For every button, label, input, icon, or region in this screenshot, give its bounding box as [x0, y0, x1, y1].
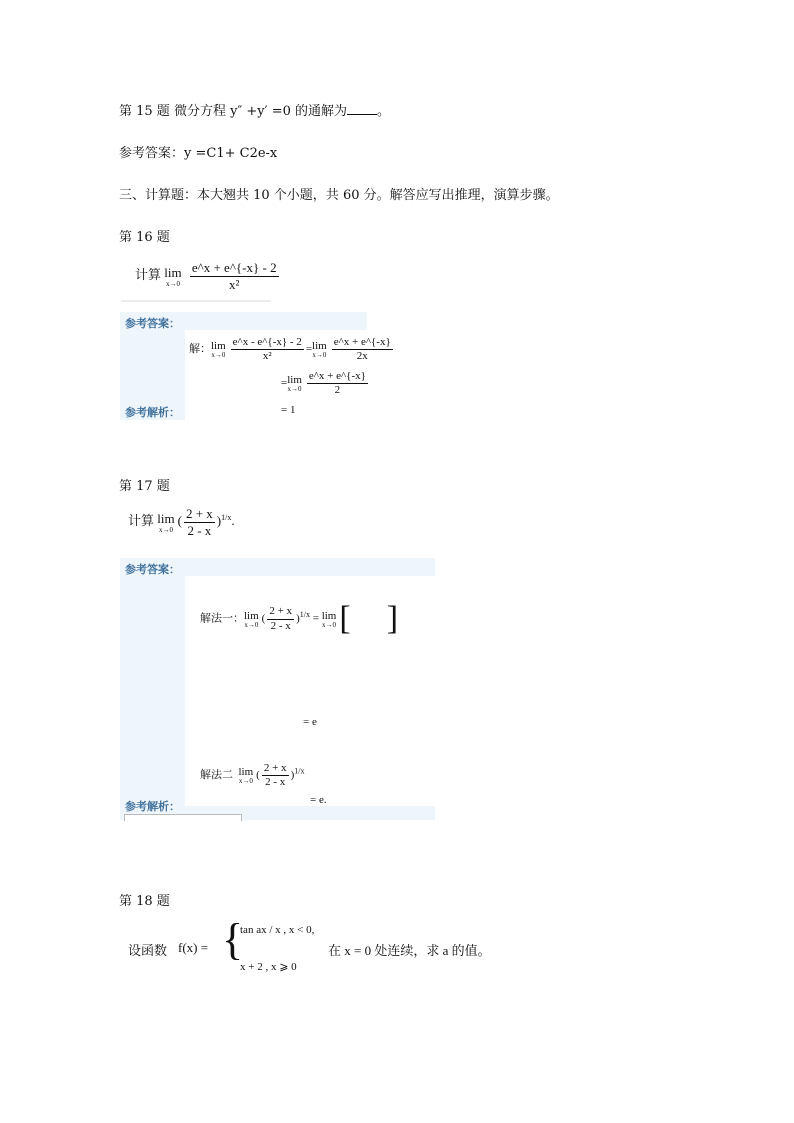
q16-den: x²	[229, 276, 240, 292]
q17-base-den: 2 - x	[187, 522, 212, 538]
q17-left-bracket: [	[339, 600, 351, 637]
q15-answer-label: 参考答案：	[119, 146, 185, 161]
q17-solution-image	[185, 576, 435, 806]
q17-lim	[157, 511, 174, 534]
q16-lim-sub: x→0	[165, 279, 180, 288]
q17-m2-lim-text: lim	[238, 766, 254, 779]
q17-base	[184, 506, 215, 538]
q18-title: 第 18 题	[119, 894, 170, 909]
q17-m1-lim2-text: lim	[321, 609, 337, 622]
q16-lim	[164, 265, 181, 288]
q16-step1-den: x²	[262, 350, 272, 363]
q16-problem-image	[121, 248, 277, 302]
q17-m1-lim-sub: x→0	[244, 620, 259, 629]
q16-step2-lim-sub: x→0	[287, 385, 302, 394]
q17-prompt: 计算	[128, 513, 155, 529]
q16-step1b-den: 2x	[356, 350, 368, 363]
q16-step1b-num: e^x + e^{-x}	[332, 336, 393, 350]
q18-tail: 在 x = 0 处连续，求 a 的值。	[328, 943, 491, 958]
q16-step1b-lim	[312, 340, 327, 359]
q17-m1-frac	[267, 605, 294, 632]
q15-blank	[347, 103, 377, 115]
q17-answer-label: 参考答案：	[125, 563, 180, 576]
q18-prompt: 设函数	[128, 943, 168, 958]
q16-step1-num: e^x - e^{-x} - 2	[231, 336, 304, 350]
q16-step1-lim-text: lim	[211, 340, 226, 353]
q17-analysis-input[interactable]	[124, 814, 242, 821]
q17-m1-lim2-sub: x→0	[322, 620, 337, 629]
q17-lim-sub: x→0	[158, 525, 173, 534]
q16-step1b-frac	[332, 336, 393, 363]
q17-m1-exp: 1/x	[299, 609, 310, 619]
q17-m1-lim2	[322, 610, 337, 629]
q15-answer: y =C1+ C2e-x	[184, 146, 278, 161]
q17-m1-den: 2 - x	[270, 619, 291, 632]
q16-step2-lim-text: lim	[287, 374, 302, 387]
q17-m1-line1: 解法一： lim x→0 ( $\frac{2 + x}{2 - x}$ )$^{1/x}$ = lim x→0 [ ]	[200, 600, 399, 637]
q17-m2-line: 解法二 lim x→0 ( $\frac{2 + x}{2 - x}$ )$^{1/x}$	[200, 762, 305, 789]
q17-analysis-label: 参考解析：	[125, 800, 180, 813]
q16-analysis-label: 参考解析：	[125, 406, 180, 419]
q15-answer-line	[119, 142, 277, 161]
q16-step1b-lim-text: lim	[312, 340, 327, 353]
q17-problem: 计算 lim x→0 ( $\frac{2 + x}{2 - x}$ )$^{1/x}$.	[128, 506, 235, 538]
q17-base-num: 2 + x	[185, 506, 213, 521]
q16-step1-lim	[211, 340, 226, 359]
q18-fx: f(x) =	[178, 940, 209, 955]
q15-text: 微分方程 y″ +y′ =0 的通解为	[173, 104, 348, 119]
q16-sol-prefix: 解：	[189, 343, 211, 356]
q17-m1-lim-text: lim	[244, 609, 259, 622]
q17-m2-lim	[239, 766, 254, 785]
q17-lim-text: lim	[157, 510, 175, 526]
q17-answer-panel	[120, 558, 435, 820]
q17-eq-e: = e	[303, 716, 317, 728]
q16-step1: 解： lim x→0 $\frac{e\^{}x - e\^{}\{-x\} - 2}{\text{x²}}$ = lim x→0 $\frac{e\^{}x + e\^{}\{-x\}}{2x}$	[189, 336, 391, 363]
q17-exp: 1/x	[221, 512, 232, 522]
q16-step1-lim-sub: x→0	[211, 351, 226, 360]
q15-line	[119, 100, 390, 119]
q17-m2-exp: 1/x	[294, 766, 305, 776]
q16-answer-label: 参考答案：	[125, 317, 180, 330]
q16-fraction	[190, 260, 279, 292]
q18-case2: x + 2 , x ⩾ 0	[240, 961, 297, 973]
q16-lim-text: lim	[164, 264, 182, 280]
q16-step2-lim	[287, 374, 302, 393]
q16-solution-image	[185, 330, 391, 420]
q17-end: .	[231, 513, 235, 529]
q17-m2-den: 2 - x	[265, 776, 286, 789]
q16-step2: = lim x→0 $\frac{e\^{}x + e\^{}\{-x\}}{2}$	[281, 370, 366, 397]
q16-step1-frac	[231, 336, 304, 363]
q17-m2-num: 2 + x	[262, 762, 289, 776]
q16-num: e^x + e^{-x} - 2	[191, 260, 277, 275]
q16-answer-panel	[120, 312, 391, 420]
q17-title: 第 17 题	[119, 479, 170, 494]
q15-end: 。	[377, 104, 391, 119]
q17-m2-lim-sub: x→0	[238, 777, 253, 786]
q17-m1-lim	[244, 610, 259, 629]
q17-right-bracket: ]	[386, 600, 399, 637]
q16-step3: = 1	[281, 404, 296, 416]
q16-step2-num: e^x + e^{-x}	[307, 370, 368, 384]
q17-m2-frac	[262, 762, 289, 789]
q17-m1-label: 解法一：	[200, 612, 244, 625]
q15-title: 第 15 题	[119, 104, 170, 119]
q18-brace: {	[222, 915, 244, 964]
q16-prompt: 计算	[135, 267, 162, 283]
section3-heading: 三、计算题：本大翘共 10 个小题，共 60 分。解答应写出推理，演算步骤。	[119, 188, 559, 203]
q16-problem	[135, 260, 281, 292]
q16-step2-den: 2	[334, 384, 341, 397]
q17-m1-line3	[303, 716, 317, 728]
q18-case1: tan ax / x , x < 0,	[240, 924, 315, 936]
q16-step1b-lim-sub: x→0	[312, 351, 327, 360]
q16-title: 第 16 题	[119, 230, 170, 245]
q17-m1-num: 2 + x	[267, 605, 294, 619]
q17-m2-result: = e.	[310, 794, 327, 806]
q16-step2-frac	[307, 370, 368, 397]
q17-m2-label: 解法二	[200, 769, 233, 782]
